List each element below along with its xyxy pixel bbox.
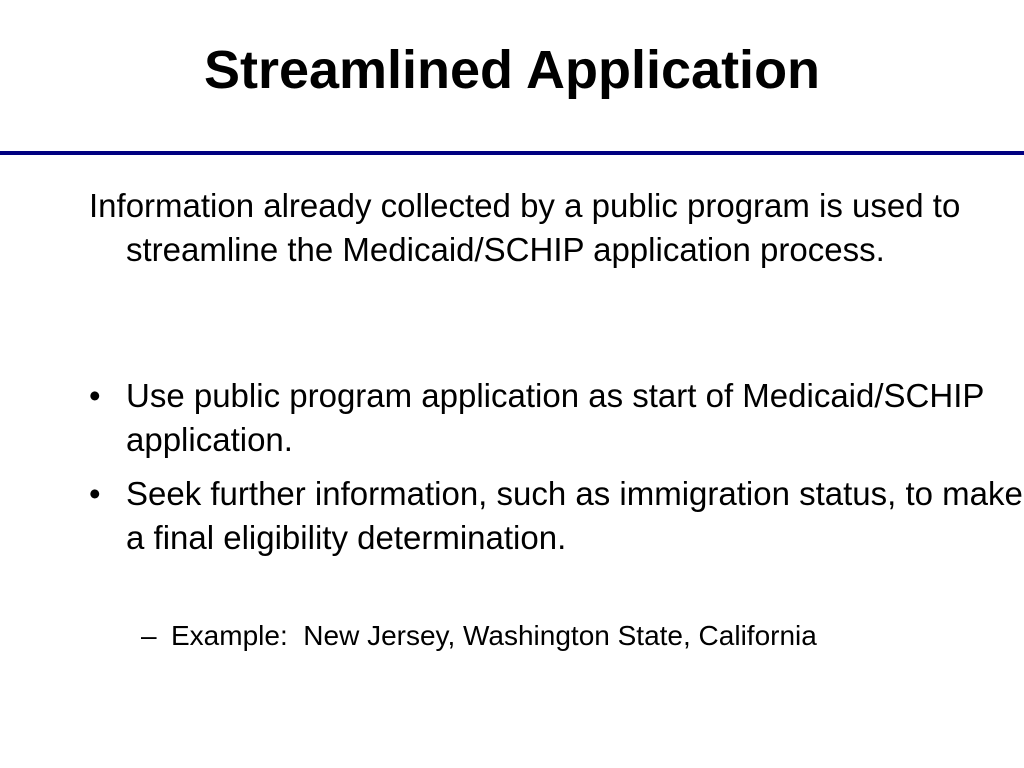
bullet-text: Seek further information, such as immigration status, to make a final eligibility determination. — [126, 475, 1023, 556]
title-divider — [0, 151, 1024, 155]
bullet-item — [89, 374, 1024, 462]
bullet-item — [89, 472, 1024, 560]
slide-title: Streamlined Application — [203, 40, 821, 100]
sub-bullet-text: Example: New Jersey, Washington State, California — [171, 620, 817, 651]
bullet-marker: • — [89, 475, 101, 512]
sub-bullet-item — [141, 618, 1024, 654]
bullet-marker: • — [89, 377, 101, 414]
sub-bullet-marker: – — [141, 620, 157, 651]
bullet-text: Use public program application as start of Medicaid/SCHIP application. — [126, 377, 984, 458]
intro-paragraph: Information already collected by a public program is used to streamline the Medicaid/SCHIP application process. — [89, 187, 961, 268]
